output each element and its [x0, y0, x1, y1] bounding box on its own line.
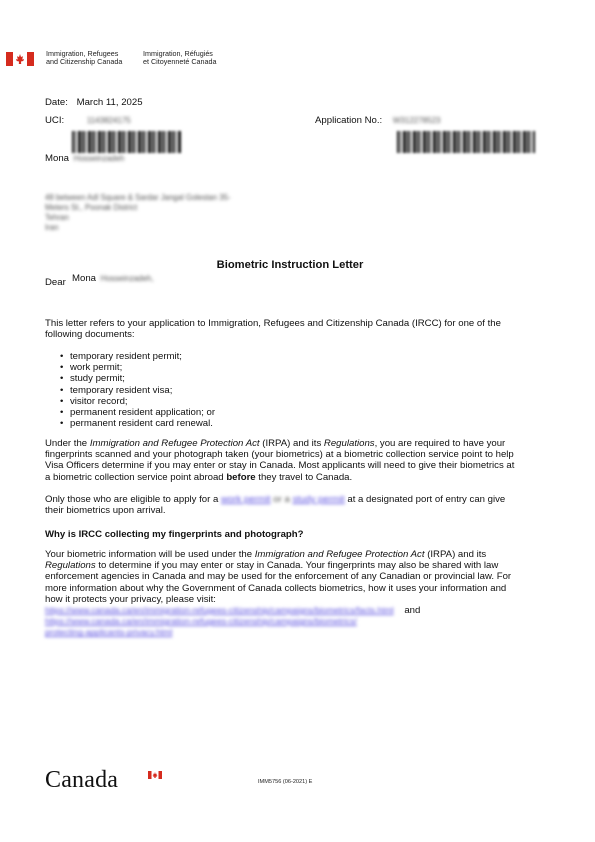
address-line: Iran [45, 223, 59, 232]
intro-paragraph [45, 318, 555, 340]
date-label: Date: [45, 97, 68, 108]
application-label: Application No.: [315, 115, 383, 126]
section-heading: Why is IRCC collecting my fingerprints and photograph? [45, 529, 304, 540]
and-text: and [404, 605, 421, 617]
list-item: • study permit; [60, 373, 360, 384]
privacy-link-cont[interactable]: protecting-applicants-privacy.html [45, 627, 173, 638]
list-item: • visitor record; [60, 396, 360, 407]
org-en-line2: and Citizenship Canada [46, 57, 123, 67]
biometrics-line: how it protects your privacy, please visit: [45, 593, 216, 605]
recipient-address [45, 193, 231, 233]
uci-row [45, 115, 131, 126]
form-code: IMM5756 (06-2021) E [258, 779, 313, 785]
biometrics-paragraph [45, 549, 565, 639]
org-name-en [46, 50, 122, 67]
biometrics-line [45, 605, 565, 616]
salutation [45, 277, 66, 288]
biometrics-line: enforcement agencies in Canada and may be used for the enforcement of any Canadian or provincial law. For [45, 571, 512, 583]
uci-value: 1143824175 [86, 116, 131, 125]
list-item: • temporary resident visa; [60, 385, 360, 396]
biometrics-line: Regulations to determine if you may enter or stay in Canada. Your fingerprints may also be shared with law [45, 560, 499, 572]
recipient-first-name: Mona [45, 153, 69, 164]
address-line: 48 between Adl Square & Sardar Jangal Golestan 35- [45, 193, 231, 202]
salutation-dear: Dear [45, 277, 66, 288]
list-item: • temporary resident permit; [60, 351, 360, 362]
list-item: • permanent resident card renewal. [60, 418, 360, 429]
org-name-fr [143, 50, 217, 67]
intro-line: This letter refers to your application to Immigration, Refugees and Citizenship Canada (IRCC) for one of the [45, 318, 501, 329]
date-row [45, 97, 143, 108]
date-value: March 11, 2025 [76, 97, 143, 108]
eligibility-paragraph [45, 494, 565, 516]
org-fr-line2: et Citoyenneté Canada [143, 57, 217, 67]
address-line: Meters St., Poonak District [45, 203, 138, 212]
salutation-first-name: Mona [72, 273, 96, 284]
wordmark-flag-icon [148, 771, 162, 779]
biometrics-line: more information about why the Government of Canada collects biometrics, how it uses your information and [45, 582, 507, 594]
list-item: • permanent resident application; or [60, 407, 360, 418]
canada-flag-icon [6, 52, 34, 66]
intro-line: following documents: [45, 329, 135, 341]
canada-wordmark [45, 767, 118, 794]
facts-link[interactable]: https://www.canada.ca/en/immigration-refugees-citizenship/campaigns/biometrics/facts.html [45, 605, 394, 616]
biometrics-line: Your biometric information will be used under the Immigration and Refugee Protection Act (IRPA) and its [45, 549, 487, 560]
irpa-line: Under the Immigration and Refugee Protection Act (IRPA) and its Regulations, you are required to have your [45, 438, 506, 449]
irpa-line: a biometric collection service point abroad before they travel to Canada. [45, 471, 353, 483]
uci-label: UCI: [45, 115, 65, 126]
irpa-paragraph [45, 438, 565, 483]
recipient-name [45, 153, 124, 164]
application-value: W312278523 [392, 116, 441, 125]
application-barcode [397, 131, 535, 153]
salutation-name [72, 273, 154, 284]
eligibility-line: their biometrics upon arrival. [45, 505, 166, 517]
document-list [60, 351, 360, 429]
uci-barcode [72, 131, 182, 153]
salutation-last-name: Hosseinzadeh, [100, 274, 154, 283]
work-permit-link[interactable]: work permit [221, 494, 271, 505]
gov-header [6, 50, 306, 70]
list-item: • work permit; [60, 362, 360, 373]
org-fr-line1: Immigration, Réfugiés [143, 49, 213, 58]
irpa-line: fingerprints scanned and your photograph taken (your biometrics) at a biometric collection service point to help [45, 449, 514, 461]
address-line: Tehran [45, 213, 69, 222]
biometrics-line [45, 627, 565, 638]
letter-title: Biometric Instruction Letter [216, 259, 364, 271]
privacy-link[interactable]: https://www.canada.ca/en/immigration-refugees-citizenship/campaigns/biometrics/ [45, 616, 357, 627]
application-row [315, 115, 440, 126]
biometrics-line [45, 616, 565, 627]
study-permit-link[interactable]: study permit [292, 494, 345, 505]
recipient-last-name: Hosseinzadeh [73, 154, 125, 163]
wordmark-text: Canada [45, 767, 119, 793]
eligibility-line: Only those who are eligible to apply for a work permit or a study permit at a designated port of entry can give [45, 494, 506, 505]
org-en-line1: Immigration, Refugees [46, 49, 119, 58]
irpa-line: Visa Officers determine if you may enter or stay in Canada. Most applicants will need to give their biometrics at [45, 460, 515, 472]
